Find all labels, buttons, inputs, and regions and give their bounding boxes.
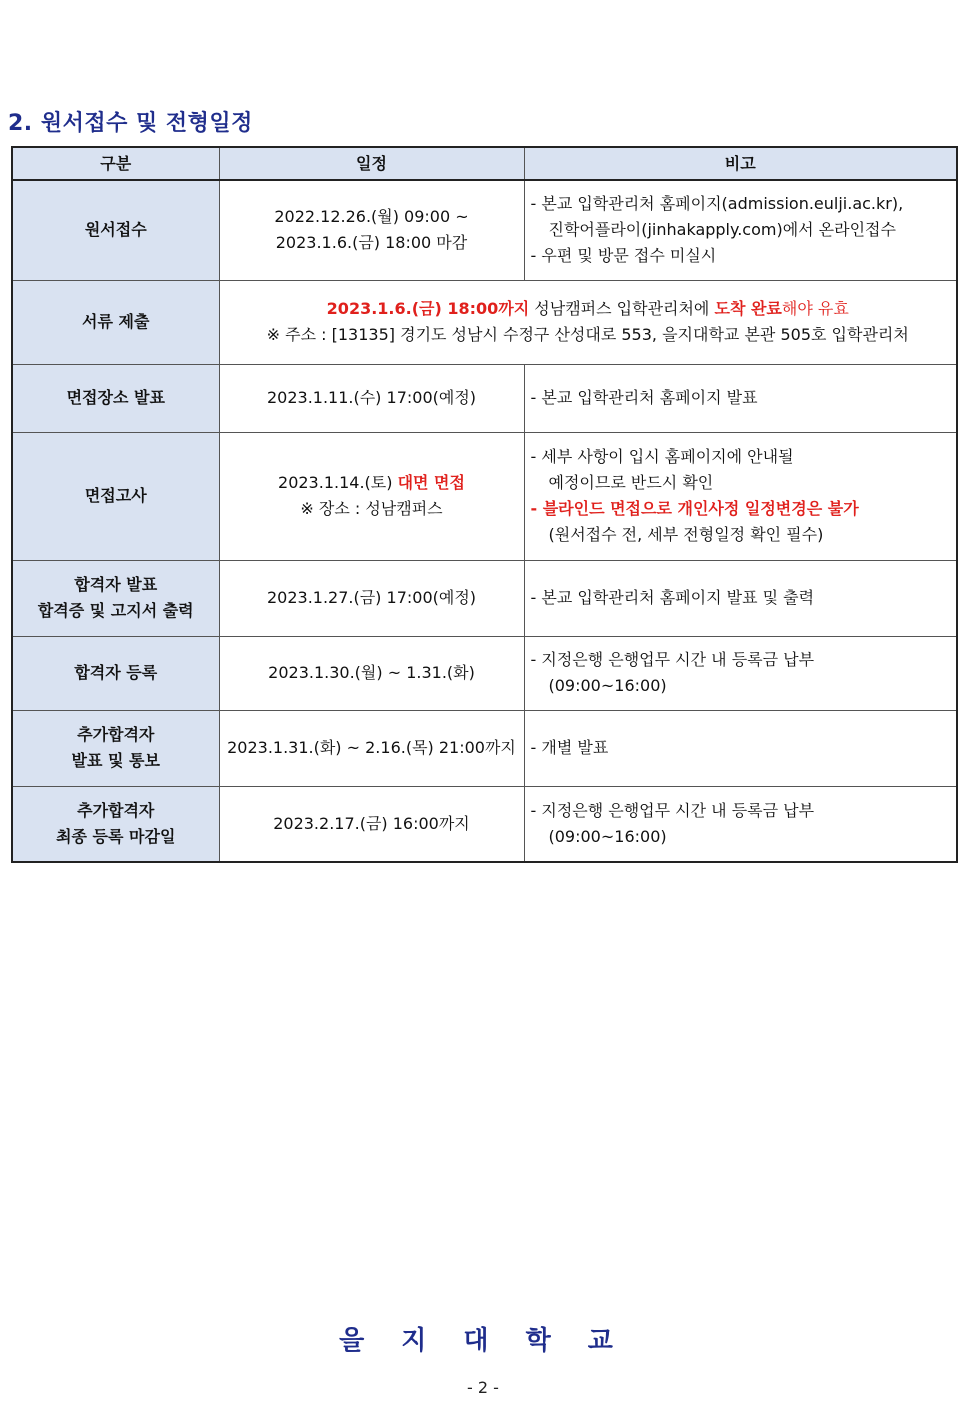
schedule-cell: 2023.1.14.(토) 대면 면접 ※ 장소 : 성남캠퍼스 — [219, 432, 524, 560]
table-row — [12, 280, 957, 364]
schedule-cell: 2023.1.30.(월) ~ 1.31.(화) — [219, 636, 524, 710]
schedule-table — [11, 146, 958, 863]
schedule-cell: 2022.12.26.(월) 09:00 ~ 2023.1.6.(금) 18:00 마감 — [219, 180, 524, 280]
notes-cell: - 본교 입학관리처 홈페이지 발표 — [524, 364, 957, 432]
row-label: 합격자 발표 합격증 및 고지서 출력 — [12, 560, 219, 636]
blind-interview-warning: - 블라인드 면접으로 개인사정 일정변경은 불가 — [530, 499, 859, 518]
table-row — [12, 710, 957, 786]
row-label: 원서접수 — [12, 180, 219, 280]
table-row — [12, 786, 957, 862]
notes-cell: - 세부 사항이 입시 홈페이지에 안내될 예정이므로 반드시 확인 - 블라인드 면접으로 개인사정 일정변경은 불가 (원서접수 전, 세부 전형일정 확인 필수) — [524, 432, 957, 560]
column-header: 일정 — [219, 147, 524, 180]
notes-cell: - 지정은행 은행업무 시간 내 등록금 납부 (09:00~16:00) — [524, 636, 957, 710]
row-label: 추가합격자 최종 등록 마감일 — [12, 786, 219, 862]
column-header: 구분 — [12, 147, 219, 180]
table-row — [12, 432, 957, 560]
schedule-cell: 2023.1.11.(수) 17:00(예정) — [219, 364, 524, 432]
notes-cell: - 지정은행 은행업무 시간 내 등록금 납부 (09:00~16:00) — [524, 786, 957, 862]
schedule-cell: 2023.1.27.(금) 17:00(예정) — [219, 560, 524, 636]
table-row — [12, 560, 957, 636]
row-label: 서류 제출 — [12, 280, 219, 364]
notes-cell: - 본교 입학관리처 홈페이지 발표 및 출력 — [524, 560, 957, 636]
arrival-highlight: 도착 완료 — [714, 299, 782, 318]
schedule-cell: 2023.1.31.(화) ~ 2.16.(목) 21:00까지 — [219, 710, 524, 786]
table-row — [12, 636, 957, 710]
table-row — [12, 364, 957, 432]
row-label: 면접고사 — [12, 432, 219, 560]
schedule-cell: 2023.2.17.(금) 16:00까지 — [219, 786, 524, 862]
university-name: 을 지 대 학 교 — [339, 1326, 627, 1356]
deadline-highlight: 2023.1.6.(금) 18:00까지 — [326, 299, 530, 318]
row-label: 합격자 등록 — [12, 636, 219, 710]
table-row — [12, 180, 957, 280]
column-header: 비고 — [524, 147, 957, 180]
row-label: 면접장소 발표 — [12, 364, 219, 432]
row-label: 추가합격자 발표 및 통보 — [12, 710, 219, 786]
section-title: 2. 원서접수 및 전형일정 — [8, 111, 253, 136]
page-number: - 2 - — [467, 1378, 499, 1397]
notes-cell: - 본교 입학관리처 홈페이지(admission.eulji.ac.kr), 진학어플라이(jinhakapply.com)에서 온라인접수 - 우편 및 방문 접수 미실시 — [524, 180, 957, 280]
document-submission-cell: 2023.1.6.(금) 18:00까지 성남캠퍼스 입학관리처에 도착 완료해야 유효 ※ 주소 : [13135] 경기도 성남시 수정구 산성대로 553, 을지대학교 본관 505호 입학관리처 — [219, 280, 957, 364]
table-header-row — [12, 147, 957, 180]
notes-cell: - 개별 발표 — [524, 710, 957, 786]
interview-type-highlight: 대면 면접 — [397, 473, 465, 492]
address-line: ※ 주소 : [13135] 경기도 성남시 수정구 산성대로 553, 을지대학교 본관 505호 입학관리처 — [266, 325, 909, 344]
